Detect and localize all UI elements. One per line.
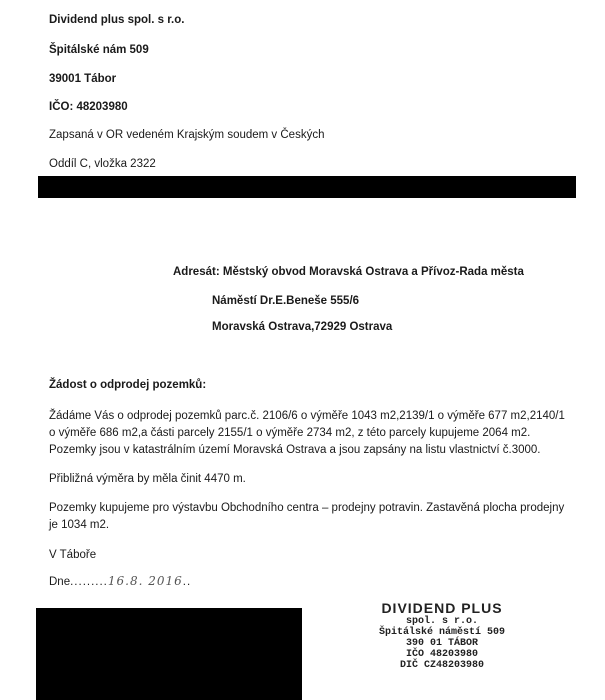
stamp-line-3: 390 01 TÁBOR — [405, 638, 478, 649]
date-line — [49, 574, 191, 588]
addressee-line — [173, 266, 524, 278]
sender-registry-line-2: Oddíl C, vložka 2322 — [49, 158, 156, 170]
sender-ico: IČO: 48203980 — [49, 101, 128, 113]
addressee-street: Náměstí Dr.E.Beneše 555/6 — [212, 295, 360, 307]
sender-registry-line-1: Zapsaná v OR vedeném Krajským soudem v Českých — [49, 129, 325, 141]
stamp-line-2: Špitálské náměstí 509 — [378, 627, 506, 638]
sender-street: Špitálské nám 509 — [49, 44, 149, 56]
sender-company: Dividend plus spol. s r.o. — [49, 14, 185, 26]
addressee-name: Městský obvod Moravská Ostrava a Přívoz-Rada města — [222, 266, 524, 278]
stamp-title: DIVIDEND PLUS — [381, 600, 503, 616]
addressee-city: Moravská Ostrava,72929 Ostrava — [212, 321, 393, 333]
redaction-bar-top — [38, 176, 576, 198]
body-paragraph-2: Přibližná výměra by měla činit 4470 m. — [49, 473, 246, 485]
stamp-line-4: IČO 48203980 — [405, 649, 478, 660]
date-dots: ......... — [70, 576, 108, 588]
body-paragraph-3: Pozemky kupujeme pro výstavbu Obchodního centra – prodejny potravin. Zastavěná plocha prodejny je 1034 m2. — [49, 502, 565, 531]
date-handwritten: 16.8. 2016 — [107, 574, 183, 588]
sender-city: 39001 Tábor — [49, 73, 117, 85]
stamp-line-1: spol. s r.o. — [405, 616, 478, 627]
company-stamp — [362, 600, 522, 671]
subject-heading: Žádost o odprodej pozemků: — [49, 379, 207, 391]
addressee-label: Adresát: — [173, 266, 220, 278]
redaction-block-signature — [36, 608, 302, 700]
date-label: Dne — [49, 576, 71, 588]
date-dots-end: .. — [182, 576, 192, 588]
place: V Táboře — [49, 549, 97, 561]
stamp-line-5: DIČ CZ48203980 — [399, 660, 484, 671]
body-paragraph-1: Žádáme Vás o odprodej pozemků parc.č. 2106/6 o výměře 1043 m2,2139/1 o výměře 677 m2,2140/1 o výměře 686 m2,a části parcely 2155/1 o výměře 2734 m2, z této parcely kupujeme 2064 m2. Pozemky jsou v katastrálním území Moravská Ostrava a jsou zapsány na listu vlastnictví č.3000. — [49, 410, 565, 456]
